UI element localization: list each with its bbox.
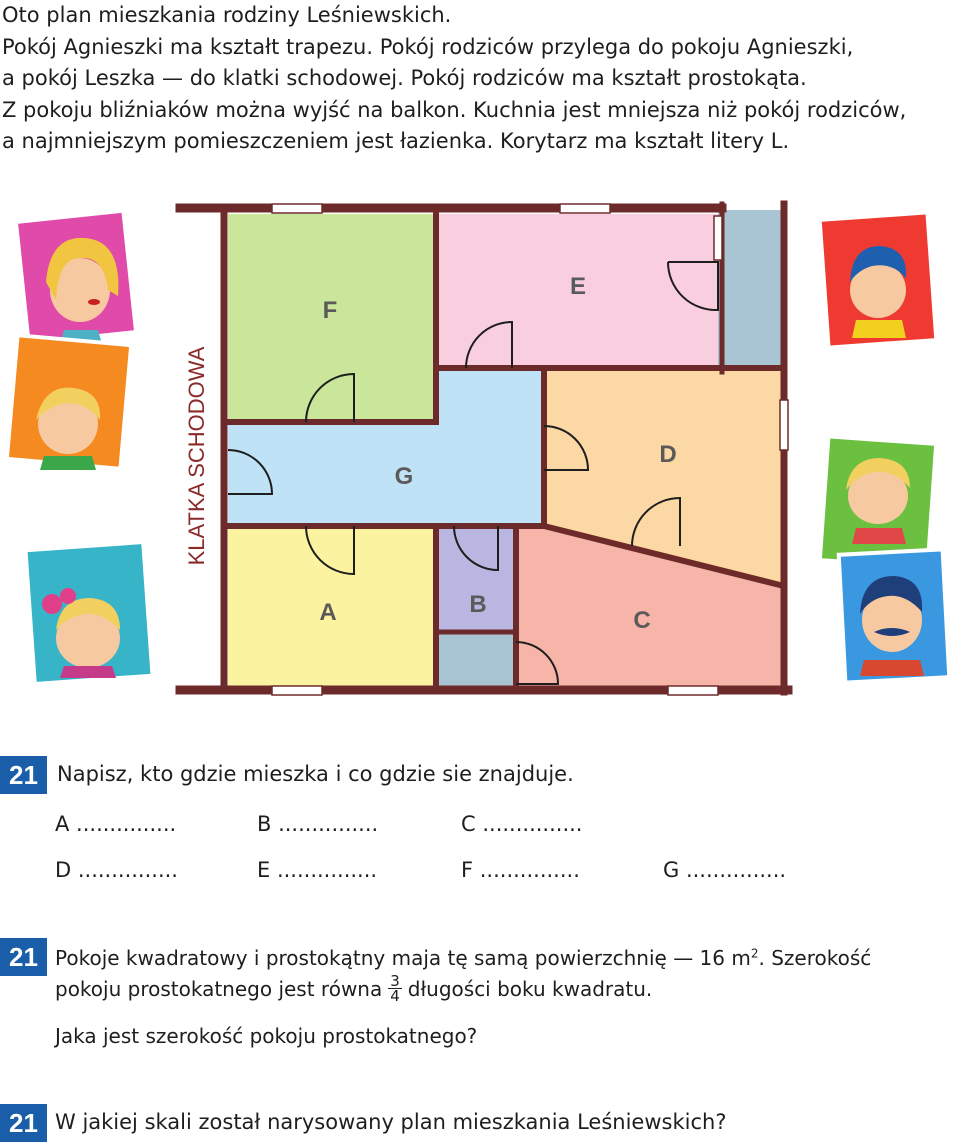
answer-b: B ............... <box>257 812 379 836</box>
intro-line: Oto plan mieszkania rodziny Leśniewskich. <box>2 3 452 27</box>
answer-f: F ............... <box>461 858 580 882</box>
room-label-b: B <box>469 591 487 618</box>
room-label-c: C <box>633 607 651 634</box>
task-2-line-2: pokoju prostokatnego jest równa $\frac{3}{4}$ długości boku kwadratu. <box>55 972 653 1005</box>
intro-text <box>2 0 960 158</box>
father-portrait <box>839 549 950 682</box>
answer-d: D ............... <box>55 858 178 882</box>
task-3-question: W jakiej skali został narysowany plan mieszkania Leśniewskich? <box>55 1110 727 1134</box>
fraction: $\frac{3}{4}$ <box>390 972 400 1005</box>
task-number-badge: 21 <box>0 938 47 976</box>
balcony <box>718 210 784 368</box>
intro-line: a pokój Leszka — do klatki schodowej. Pokój rodziców ma kształt prostokąta. <box>2 66 807 90</box>
task-number-badge: 21 <box>0 756 47 794</box>
intro-line: Z pokoju bliźniaków można wyjść na balkon. Kuchnia jest mniejsza niż pokój rodziców, <box>2 97 907 122</box>
mother-portrait <box>16 211 136 344</box>
room-label-g: G <box>394 463 414 490</box>
girl-portrait <box>7 335 131 470</box>
task-2-line-1: Pokoje kwadratowy i prostokątny maja tę samą powierzchnię — 16 $m^2$. Szerokość <box>55 946 872 970</box>
answer-g: G ............... <box>663 858 787 882</box>
room-label-d: D <box>659 441 677 468</box>
answer-c: C ............... <box>461 812 583 836</box>
stairs-label: KLATKA SCHODOWA <box>184 346 209 566</box>
room-label-f: F <box>322 297 338 324</box>
room-label-a: A <box>319 599 337 626</box>
boy-portrait <box>820 212 937 347</box>
intro-line: Pokój Agnieszki ma kształt trapezu. Pokój rodziców przylega do pokoju Agnieszki, <box>2 34 854 59</box>
task-2-question: Jaka jest szerokość pokoju prostokatnego? <box>55 1024 478 1048</box>
twin-boy-portrait <box>820 436 936 567</box>
girl-bow-portrait <box>25 542 152 684</box>
task-1-instruction: Napisz, kto gdzie mieszka i co gdzie sie znajduje. <box>57 762 574 786</box>
room-label-e: E <box>569 273 587 300</box>
task-number-badge: 21 <box>0 1104 47 1142</box>
intro-line: a najmniejszym pomieszczeniem jest łazienka. Korytarz ma kształt litery L. <box>2 129 790 153</box>
answer-a: A ............... <box>55 812 177 836</box>
answer-e: E ............... <box>257 858 378 882</box>
apartment-plan <box>0 190 960 710</box>
room-b-bath <box>436 630 516 686</box>
